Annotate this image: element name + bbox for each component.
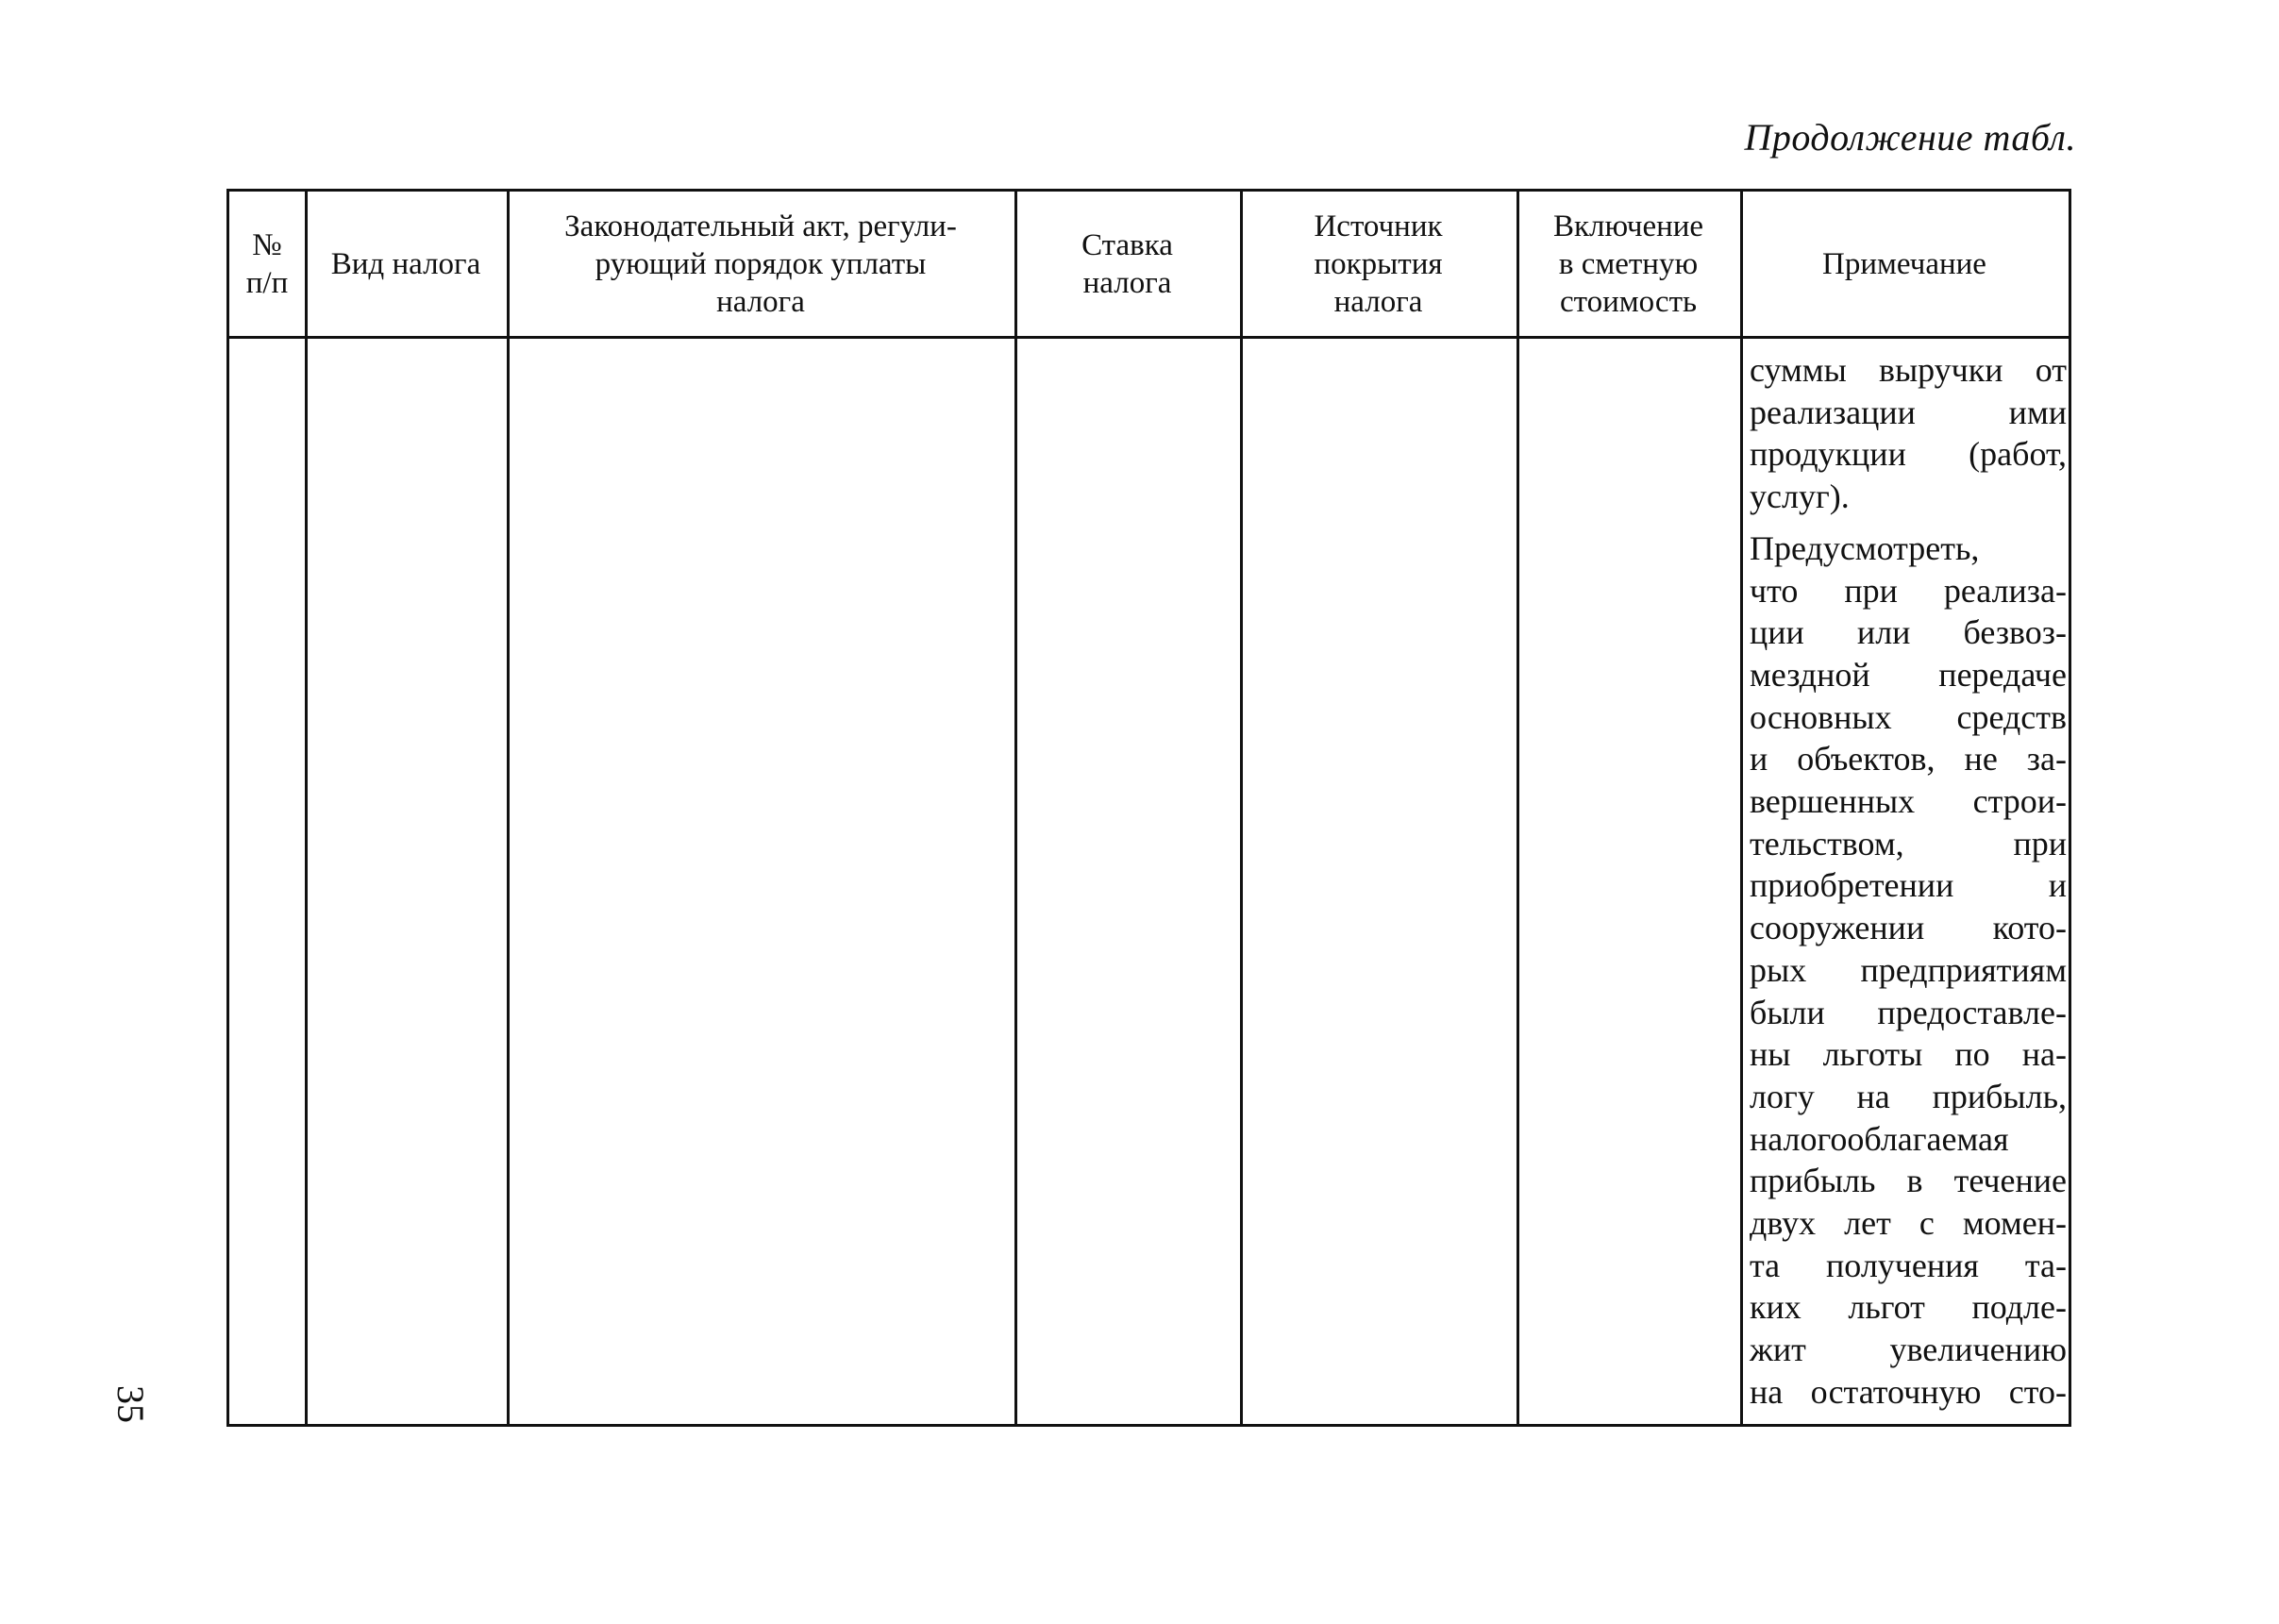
- cell-source: [1240, 339, 1517, 1424]
- header-legal-act-label: Законодательный акт, регули- рующий порядок уплаты налога: [564, 209, 957, 319]
- header-number-label: № п/п: [245, 227, 289, 300]
- header-rate: [1014, 192, 1240, 336]
- header-number: [229, 192, 305, 336]
- cell-inclusion: [1517, 339, 1740, 1424]
- note-paragraph: суммы выручки от реализации ими продукции (работ, услуг).: [1750, 351, 2067, 516]
- cell-tax-type: [305, 339, 507, 1424]
- header-rate-label: Ставка налога: [1081, 227, 1173, 300]
- note-paragraph: Предусмотреть, что при реализа- ции или безвоз- мездной передаче основных средств и объектов, не за- вершенных строи- тельством, при приобретении и сооружении кото- рых предприятиям были предоставле- ны льготы по на- логу на прибыль, налогооблагаемая прибыль в течение двух лет с момен- та получения та- ких льгот подле- жит увеличению на остаточную сто-: [1750, 528, 2067, 1411]
- cell-note: [1750, 349, 2067, 1414]
- cell-number: [229, 339, 305, 1424]
- header-tax-type-label: Вид налога: [330, 246, 481, 281]
- header-note-label: Примечание: [1822, 246, 1986, 281]
- tax-table: [226, 189, 2071, 1427]
- header-note: [1740, 192, 2069, 336]
- header-source: [1240, 192, 1517, 336]
- cell-rate: [1014, 339, 1240, 1424]
- header-source-label: Источник покрытия налога: [1314, 209, 1443, 319]
- header-inclusion: [1517, 192, 1740, 336]
- table-continuation-caption: Продолжение табл.: [1744, 116, 2076, 159]
- header-legal-act: [507, 192, 1014, 336]
- page-number: 35: [109, 1385, 152, 1423]
- cell-legal-act: [507, 339, 1014, 1424]
- header-inclusion-label: Включение в сметную стоимость: [1552, 209, 1704, 319]
- header-tax-type: [305, 192, 507, 336]
- column-divider: [1740, 192, 1743, 1424]
